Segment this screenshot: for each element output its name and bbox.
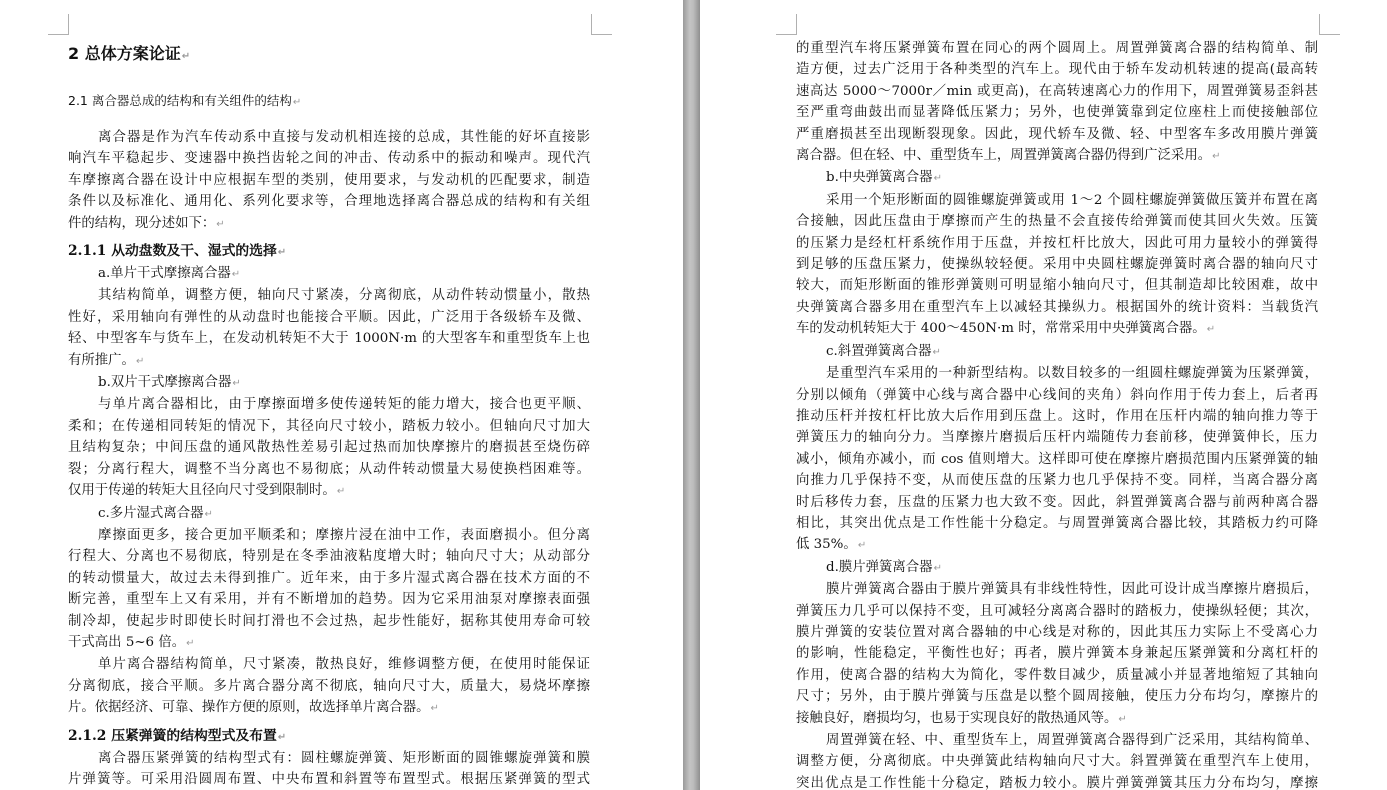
item-title: c.多片湿式离合器↵ bbox=[98, 505, 213, 521]
margin-corner-mark bbox=[776, 14, 797, 35]
heading-level-3: 2.1.1 从动盘数及干、湿式的选择↵ bbox=[68, 241, 590, 263]
heading-level-3: 2.1.2 压紧弹簧的结构型式及布置↵ bbox=[68, 726, 590, 748]
final-paragraph: 周置弹簧在轻、中、重型货车上，周置弹簧离合器得到广泛采用，其结构简单、 调整方便，分离彻底。中央弹簧此结构轴向尺寸大。斜置弹簧在重型汽车上使用， 突出优点是工作性能十分稳定，踏板力较小。膜片弹簧弹簧其压力分布均匀，摩擦 bbox=[796, 733, 1318, 790]
page-left-content[interactable] bbox=[68, 38, 590, 790]
item-c-paragraph: 是重型汽车采用的一种新型结构。以数目较多的一组圆柱螺旋弹簧为压紧弹簧， 分别以倾角（弹簧中心线与离合器中心线间的夹角）斜向作用于传力套上，后者再 推动压杆并按杠杆比放大后作用到压盘上。这时，作用在压杆内端的轴向推力等于 弹簧压力的轴向分力。当摩擦片磨损后压杆内端随传力套前移，使弹簧伸长，压力 减小，倾角亦减小，而 cos 值则增大。这样即可使在摩擦片磨损范围内压紧弹簧的轴 向推力几乎保持不变，从而使压盘的压紧力也几乎保持不变。同样，当离合器分离 时后移传力套，压盘的压紧力也大致不变。因此，斜置弹簧离合器与前两种离合器 相比，其突出优点是工作性能十分稳定。与周置弹簧离合器比较，其踏板力约可降 低 35%。↵ bbox=[796, 366, 1318, 553]
document-page-left bbox=[0, 0, 683, 790]
margin-corner-mark bbox=[48, 14, 69, 35]
continued-paragraph: 的重型汽车将压紧弹簧布置在同心的两个圆周上。周置弹簧离合器的结构简单、制 造方便，过去广泛用于各种类型的汽车上。现代由于轿车发动机转速的提高(最高转 速高达 5000～7000r／min 或更高)，在高转速离心力的作用下，周置弹簧易歪斜甚 至严重弯曲鼓出而显著降低压紧力；另外，也使弹簧靠到定位座柱上而使接触部位 严重磨损甚至出现断裂现象。因此，现代轿车及微、轻、中型客车多改用膜片弹簧 离合器。但在轻、中、重型货车上，周置弹簧离合器仍得到广泛采用。↵ bbox=[796, 41, 1318, 164]
summary-paragraph: 单片离合器结构简单，尺寸紧凑，散热良好，维修调整方便，在使用时能保证 分离彻底，接合平顺。多片离合器分离不彻底，轴向尺寸大，质量大，易烧坏摩擦 片。依据经济、可靠、操作方便的原则，故选择单片离合器。↵ bbox=[68, 657, 590, 716]
spring-paragraph: 离合器压紧弹簧的结构型式有：圆柱螺旋弹簧、矩形断面的圆锥螺旋弹簧和膜 片弹簧等。可采用沿圆周布置、中央布置和斜置等布置型式。根据压紧弹簧的型式 bbox=[68, 750, 590, 787]
margin-corner-mark bbox=[1319, 14, 1340, 35]
heading-level-1: 2 总体方案论证↵ bbox=[68, 42, 590, 69]
item-c-paragraph: 摩擦面更多，接合更加平顺柔和；摩擦片浸在油中工作，表面磨损小。但分离 行程大、分离也不易彻底，特别是在冬季油液粘度增大时；轴向尺寸大；从动部分 的转动惯量大，故过去未得到推广。近年来，由于多片湿式离合器在技术方面的不 断完善，重型车上又有采用，并有不断增加的趋势。因为它采用油泵对摩擦表面强 制冷却，使起步时即使长时间打滑也不会过热，起步性能好，据称其使用寿命可较 干式高出 5~6 倍。↵ bbox=[68, 527, 590, 650]
page-gutter bbox=[683, 0, 700, 790]
document-page-right bbox=[700, 0, 1387, 790]
item-title: b.双片干式摩擦离合器↵ bbox=[98, 375, 241, 391]
intro-paragraph: 离合器是作为汽车传动系中直接与发动机相连接的总成，其性能的好坏直接影 响汽车平稳起步、变速器中换挡齿轮之间的冲击、传动系中的振动和噪声。现代汽 车摩擦离合器在设计中应根据车型的类别，使用要求，与发动机的匹配要求，制造 条件以及标准化、通用化、系列化要求等，合理地选择离合器总成的结构和有关组 件的结构，现分述如下：↵ bbox=[68, 130, 590, 231]
item-title: c.斜置弹簧离合器↵ bbox=[826, 343, 941, 359]
item-b-paragraph: 与单片离合器相比，由于摩擦面增多使传递转矩的能力增大，接合也更平顺、 柔和；在传递相同转矩的情况下，其径向尺寸较小，踏板力较小。但轴向尺寸加大 且结构复杂；中间压盘的通风散热性差易引起过热而加快摩擦片的磨损甚至烧伤碎 裂；分离行程大，调整不当分离也不易彻底；从动件转动惯量大易使换档困难等。 仅用于传递的转矩大且径向尺寸受到限制时。↵ bbox=[68, 397, 590, 499]
item-title: d.膜片弹簧离合器↵ bbox=[826, 559, 942, 575]
margin-corner-mark bbox=[591, 14, 612, 35]
item-title: b.中央弹簧离合器↵ bbox=[826, 170, 942, 186]
heading-level-2: 2.1 离合器总成的结构和有关组件的结构↵ bbox=[68, 91, 590, 113]
item-a-paragraph: 其结构简单，调整方便，轴向尺寸紧凑，分离彻底，从动件转动惯量小，散热 性好，采用轴向有弹性的从动盘时也能接合平顺。因此，广泛用于各级轿车及微、 轻、中型客车与货车上，在发动机转矩不大于 1000N·m 的大型客车和重型货车上也 有所推广。↵ bbox=[68, 288, 590, 368]
page-right-content[interactable] bbox=[796, 38, 1318, 790]
item-title: a.单片干式摩擦离合器↵ bbox=[98, 266, 241, 282]
item-d-paragraph: 膜片弹簧离合器由于膜片弹簧具有非线性特性，因此可设计成当摩擦片磨损后， 弹簧压力几乎可以保持不变，且可减轻分离离合器时的踏板力，使操纵轻便；其次， 膜片弹簧的安装位置对离合器轴的中心线是对称的，因此其压力实际上不受离心力 的影响，性能稳定，平衡性也好；再者，膜片弹簧本身兼起压紧弹簧和分离杠杆的 作用，使离合器的结构大为简化，零件数目减少，质量减小并显著地缩短了其轴向 尺寸；另外，由于膜片弹簧与压盘是以整个圆周接触，使压力分布均匀，摩擦片的 接触良好，磨损均匀，也易于实现良好的散热通风等。↵ bbox=[796, 582, 1318, 726]
item-b-paragraph: 采用一个矩形断面的圆锥螺旋弹簧或用 1～2 个圆柱螺旋弹簧做压簧并布置在离 合接触，因此压盘由于摩擦而产生的热量不会直接传给弹簧而使其回火失效。压簧 的压紧力是经杠杆系统作用于压盘，并按杠杆比放大，因此可用力量较小的弹簧得 到足够的压盘压紧力，使操纵较轻便。采用中央圆柱螺旋弹簧时离合器的轴向尺寸 较大，而矩形断面的锥形弹簧则可明显缩小轴向尺寸，但其制造却比较困难，故中 央弹簧离合器多用在重型汽车上以减轻其操纵力。根据国外的统计资料：当载货汽 车的发动机转矩大于 400～450N·m 时，常常采用中央弹簧离合器。↵ bbox=[796, 192, 1318, 337]
